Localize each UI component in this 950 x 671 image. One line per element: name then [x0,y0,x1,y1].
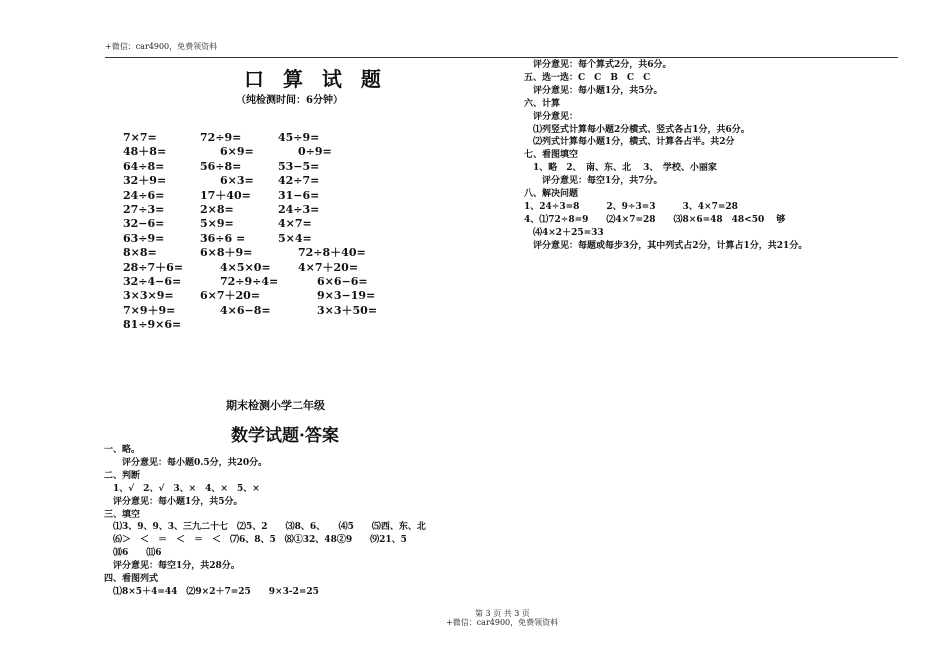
exercise-item: 17＋40= [200,188,251,202]
answer-line: 1、24÷3=8 2、9÷3=3 3、4×7=28 [524,201,738,212]
answer-line: 八、解决问题 [524,189,579,199]
answer-line: ⑴8×5＋4=44 ⑵9×2＋7=25 9×3-2=25 [104,586,319,597]
page-number: 第 3 页 共 3 页 [475,609,530,618]
answer-line: 评分意见：每小题0.5分，共20分。 [104,457,268,468]
answer-line: 六、计算 [524,98,561,109]
answer-line: 4、⑴72÷8=9 ⑵4×7=28 ⑶8×6=48 48<50 够 [524,214,786,225]
exercise-item: 28÷7＋6= [123,260,184,274]
answer-line: ⑵列式计算每小题1分，横式、计算各占半。共2分 [524,137,735,148]
answer-line: ⑽6 ⑾6 [104,548,162,559]
exercise-item: 56÷8= [200,159,242,173]
answer-line: 评分意见：每个算式2分，共6分。 [524,60,672,70]
page-subtitle: （纯检测时间：6分钟） [236,95,343,106]
exercise-item: 24÷3= [278,203,320,216]
exercise-item: 6×6−6= [317,275,368,288]
answer-line: ⑷4×2＋25=33 [524,227,604,238]
exercise-item: 6×9= [220,145,254,159]
answer-line: 1、略 2、 南、东、北 3、 学校、小丽家 [524,163,717,174]
exercise-item: 4×7= [278,217,312,231]
footer-watermark: +微信：car4900，免费领资料 [446,618,559,627]
exercise-item: 42÷7= [278,174,320,188]
answer-line: 评分意见： [524,111,579,122]
answer-line: 一、略。 [104,445,141,455]
exercise-item: 81÷9×6= [123,318,182,332]
exercise-item: 5×4= [278,231,312,245]
exercise-item: 2×8= [200,203,234,216]
exercise-item: 7×9＋9= [123,303,176,317]
answer-title-big: 数学试题·答案 [231,426,339,446]
exercise-item: 36÷6 = [200,231,246,245]
exercise-item: 5×9= [200,217,234,231]
exercise-item: 72÷8＋40= [298,246,366,260]
exercise-item: 7×7= [123,131,157,144]
exercise-item: 4×5×0= [220,260,271,274]
exercise-item: 72÷9= [200,131,242,144]
header-watermark: +微信：car4900，免费领资料 [105,42,218,51]
exercise-item: 72÷9÷4= [220,275,279,288]
answer-line: 评分意见：每小题1分，共5分。 [524,85,663,96]
answer-line: 评分意见：每题或每步3分，其中列式占2分，计算占1分，共21分。 [524,240,808,251]
exercise-item: 6×3= [220,174,254,188]
exercise-item: 6×8＋9= [200,246,253,260]
exercise-item: 0÷9= [298,145,332,159]
answer-line: 评分意见：每空1分，共28分。 [104,561,240,572]
answer-line: ⑹＞ ＜ ＝ ＜ ＝ ＜ ⑺6、8、5 ⑻①32、48②9 ⑼21、5 [104,535,407,546]
exercise-item: 3×3＋50= [317,303,378,317]
exercise-item: 45÷9= [278,131,320,144]
answer-line: 四、看图列式 [104,574,159,584]
answer-line: 五、选一选：C C B C C [524,72,651,83]
answer-line: 评分意见：每小题1分，共5分。 [104,496,243,507]
exercise-item: 8×8= [123,246,157,260]
exercise-item: 4×6−8= [220,303,271,317]
answer-line: ⑴3、9、9、3、三九二十七 ⑵5、2 ⑶8、6、 ⑷5 ⑸西、东、北 [104,522,426,533]
answer-line: 二、判断 [104,470,141,481]
exercise-item: 24÷6= [123,188,165,202]
exercise-item: 63÷9= [123,231,165,245]
exercise-item: 4×7＋20= [298,260,359,274]
answer-line: 三、填空 [104,509,141,520]
exercise-item: 27÷3= [123,203,165,216]
exercise-item: 32÷4−6= [123,275,182,288]
answer-line: 七、看图填空 [524,150,579,161]
exercise-item: 6×7＋20= [200,289,261,303]
exercise-item: 9×3−19= [317,289,376,303]
exercise-item: 31−6= [278,188,320,202]
exercise-item: 3×3×9= [123,289,174,303]
answer-line: ⑴列竖式计算每小题2分横式、竖式各占1分，共6分。 [524,124,750,135]
answer-line: 1、√ 2、√ 3、× 4、× 5、× [104,483,260,494]
answer-title-small: 期末检测小学二年级 [226,399,325,412]
header-rule [105,57,898,58]
exercise-item: 32＋9= [123,174,167,188]
answer-line: 评分意见：每空1分，共7分。 [524,176,663,187]
exercise-item: 64÷8= [123,159,165,173]
exercise-item: 48＋8= [123,145,167,159]
page-title: 口 算 试 题 [244,67,387,91]
exercise-item: 32−6= [123,217,165,231]
exercise-item: 53−5= [278,159,320,173]
